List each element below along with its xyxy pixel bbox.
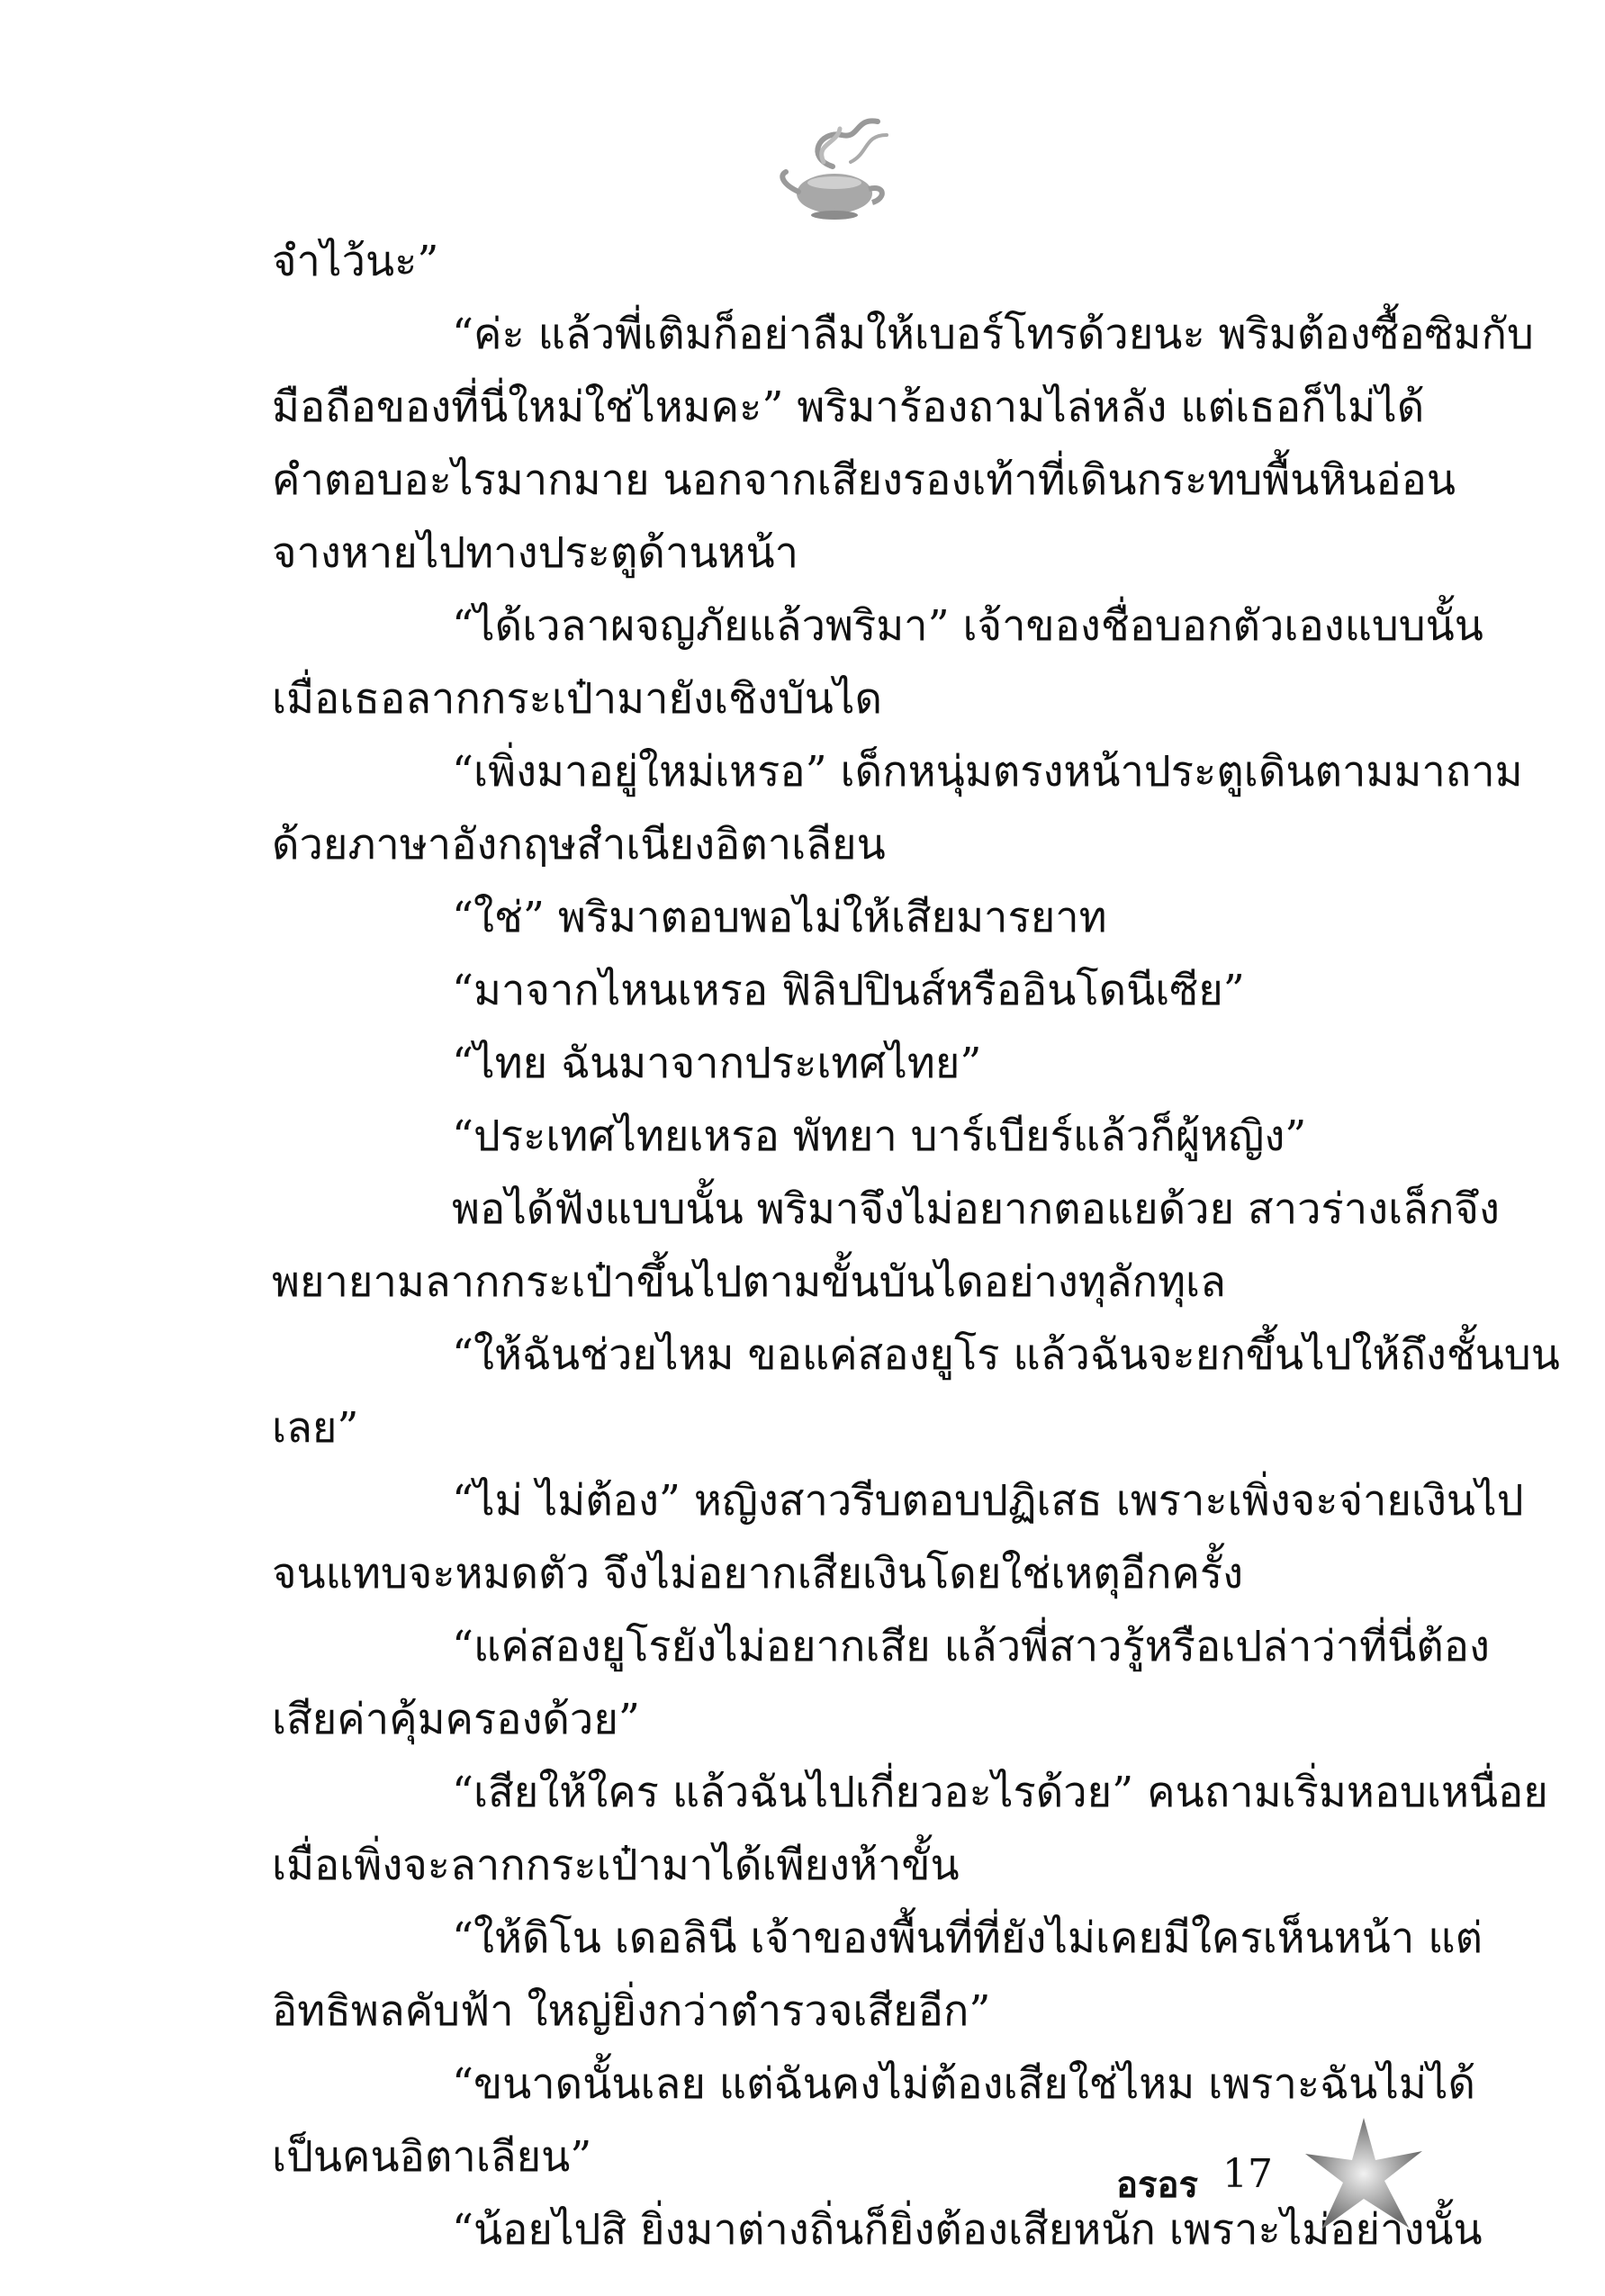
text-line: “ค่ะ แล้วพี่เติมก็อย่าลืมให้เบอร์โทรด้วยนะ พริมต้องซื้อซิมกับ: [452, 310, 1534, 359]
text-line: “ไทย ฉันมาจากประเทศไทย”: [452, 1039, 982, 1088]
text-line: เลย”: [272, 1403, 359, 1453]
text-line: “เสียให้ใคร แล้วฉันไปเกี่ยวอะไรด้วย” คนถามเริ่มหอบเหนื่อย: [452, 1768, 1548, 1817]
text-line: จางหายไปทางประตูด้านหน้า: [272, 528, 798, 578]
text-line: “ได้เวลาผจญภัยแล้วพริมา” เจ้าของชื่อบอกตัวเองแบบนั้น: [452, 601, 1483, 651]
text-line: “ไม่ ไม่ต้อง” หญิงสาวรีบตอบปฏิเสธ เพราะเพิ่งจะจ่ายเงินไป: [452, 1476, 1524, 1526]
text-line: “ใช่” พริมาตอบพอไม่ให้เสียมารยาท: [452, 893, 1107, 942]
text-line: “แค่สองยูโรยังไม่อยากเสีย แล้วพี่สาวรู้หรือเปล่าว่าที่นี่ต้อง: [452, 1622, 1490, 1671]
text-line: “ให้ดิโน เดอลินี เจ้าของพื้นที่ที่ยังไม่เคยมีใครเห็นหน้า แต่: [452, 1913, 1483, 1963]
text-line: มือถือของที่นี่ใหม่ใช่ไหมคะ” พริมาร้องถามไล่หลัง แต่เธอก็ไม่ได้: [272, 383, 1425, 432]
star-ornament-icon: [1296, 2111, 1431, 2246]
text-line: จนแทบจะหมดตัว จึงไม่อยากเสียเงินโดยใช่เหตุอีกครั้ง: [272, 1549, 1244, 1598]
teapot-ornament-icon: [770, 113, 905, 225]
text-line: อิทธิพลคับฟ้า ใหญ่ยิ่งกว่าตำรวจเสียอีก”: [272, 1986, 991, 2036]
text-line: “มาจากไหนเหรอ ฟิลิปปินส์หรืออินโดนีเซีย”: [452, 966, 1245, 1015]
text-line: พอได้ฟังแบบนั้น พริมาจึงไม่อยากตอแยด้วย สาวร่างเล็กจึง: [452, 1184, 1500, 1234]
text-line: ด้วยภาษาอังกฤษสำเนียงอิตาเลียน: [272, 820, 886, 869]
text-line: เมื่อเธอลากกระเป๋ามายังเชิงบันได: [272, 674, 883, 724]
text-line: “ขนาดนั้นเลย แต่ฉันคงไม่ต้องเสียใช่ไหม เพราะฉันไม่ได้: [452, 2059, 1475, 2109]
text-line: เมื่อเพิ่งจะลากกระเป๋ามาได้เพียงห้าขั้น: [272, 1841, 960, 1890]
text-line: เสียค่าคุ้มครองด้วย”: [272, 1695, 640, 1744]
text-line: “น้อยไปสิ ยิ่งมาต่างถิ่นก็ยิ่งต้องเสียหนัก เพราะไม่อย่างนั้น: [452, 2205, 1483, 2255]
text-line: พยายามลากกระเป๋าขึ้นไปตามขั้นบันไดอย่างทุลักทุเล: [272, 1257, 1226, 1307]
body-text: [272, 225, 1560, 2266]
text-line: เป็นคนอิตาเลียน”: [272, 2132, 592, 2182]
text-line: “ประเทศไทยเหรอ พัทยา บาร์เบียร์แล้วก็ผู้หญิง”: [452, 1112, 1307, 1161]
text-line: จำไว้นะ”: [272, 237, 439, 286]
text-line: “ให้ฉันช่วยไหม ขอแค่สองยูโร แล้วฉันจะยกขึ้นไปให้ถึงชั้นบน: [452, 1330, 1560, 1380]
text-line: “เพิ่งมาอยู่ใหม่เหรอ” เด็กหนุ่มตรงหน้าประตูเดินตามมาถาม: [452, 747, 1523, 797]
page-number: 17: [1222, 2151, 1273, 2197]
footer-author: อรอร: [1116, 2165, 1199, 2206]
text-line: คำตอบอะไรมากมาย นอกจากเสียงรองเท้าที่เดินกระทบพื้นหินอ่อน: [272, 455, 1456, 505]
